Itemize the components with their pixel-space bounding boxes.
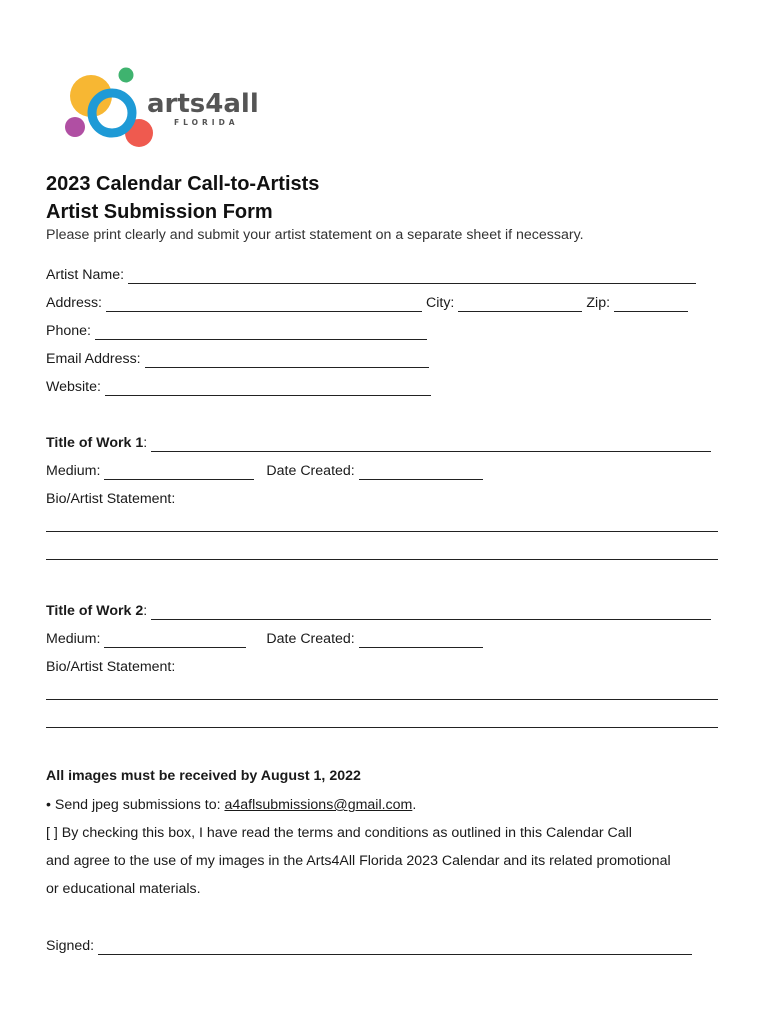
email-field[interactable] [145,352,429,368]
address-field[interactable] [106,296,422,312]
consent-line1[interactable]: [ ] By checking this box, I have read the terms and conditions as outlined in this Calendar Call [46,825,632,841]
artist-name-row [46,264,700,284]
email-row [46,348,433,368]
work2-title-label: Title of Work 2 [46,603,144,619]
arts4all-logo [62,66,262,150]
city-field[interactable] [458,296,582,312]
work1-title-label: Title of Work 1 [46,435,144,451]
zip-field[interactable] [614,296,688,312]
consent-line3: or educational materials. [46,881,201,897]
work1-statement-line1[interactable] [46,531,718,532]
work2-date-label: Date Created: [266,631,355,647]
send-instructions [46,796,416,814]
website-field[interactable] [105,380,431,396]
artist-name-field[interactable] [128,268,696,284]
logo-wordmark: arts4all [147,89,259,119]
work2-title-row [46,600,715,620]
work1-title-colon: : [143,435,148,451]
work1-statement-label: Bio/Artist Statement: [46,491,176,507]
work1-medium-field[interactable] [104,464,254,480]
work2-statement-line1[interactable] [46,699,718,700]
email-label: Email Address: [46,351,141,367]
work2-statement-line2[interactable] [46,727,718,728]
deadline-notice: All images must be received by August 1, 2022 [46,768,361,784]
form-title-line1: 2023 Calendar Call-to-Artists [46,173,320,195]
website-label: Website: [46,379,101,395]
work1-date-label: Date Created: [266,463,355,479]
logo-green-dot [119,68,134,83]
artist-name-label: Artist Name: [46,267,125,283]
logo-subtitle: FLORIDA [174,118,239,127]
phone-label: Phone: [46,323,91,339]
consent-line2: and agree to the use of my images in the Arts4All Florida 2023 Calendar and its related promotional [46,853,671,869]
zip-label: Zip: [586,295,611,311]
work1-medium-label: Medium: [46,463,101,479]
work1-date-field[interactable] [359,464,483,480]
phone-field[interactable] [95,324,427,340]
form-title-line2: Artist Submission Form [46,201,273,223]
form-instructions: Please print clearly and submit your artist statement on a separate sheet if necessary. [46,227,584,243]
work1-medium-row [46,460,487,480]
signed-label: Signed: [46,938,95,954]
send-prefix: • Send jpeg submissions to: [46,797,225,813]
work2-medium-row [46,628,487,648]
submission-email-link[interactable]: a4aflsubmissions@gmail.com [224,797,413,813]
signature-row [46,935,696,955]
send-suffix: . [412,797,417,813]
signature-field[interactable] [98,939,692,955]
work1-title-row [46,432,715,452]
work2-title-colon: : [143,603,148,619]
work2-statement-row [46,656,175,676]
phone-row [46,320,431,340]
work2-title-field[interactable] [151,604,711,620]
work2-statement-label: Bio/Artist Statement: [46,659,176,675]
address-label: Address: [46,295,102,311]
logo-purple-dot [65,117,85,137]
address-row [46,292,692,312]
city-label: City: [426,295,455,311]
work2-medium-label: Medium: [46,631,101,647]
work1-statement-row [46,488,175,508]
work2-date-field[interactable] [359,632,483,648]
work2-medium-field[interactable] [104,632,246,648]
work1-statement-line2[interactable] [46,559,718,560]
work1-title-field[interactable] [151,436,711,452]
website-row [46,376,435,396]
